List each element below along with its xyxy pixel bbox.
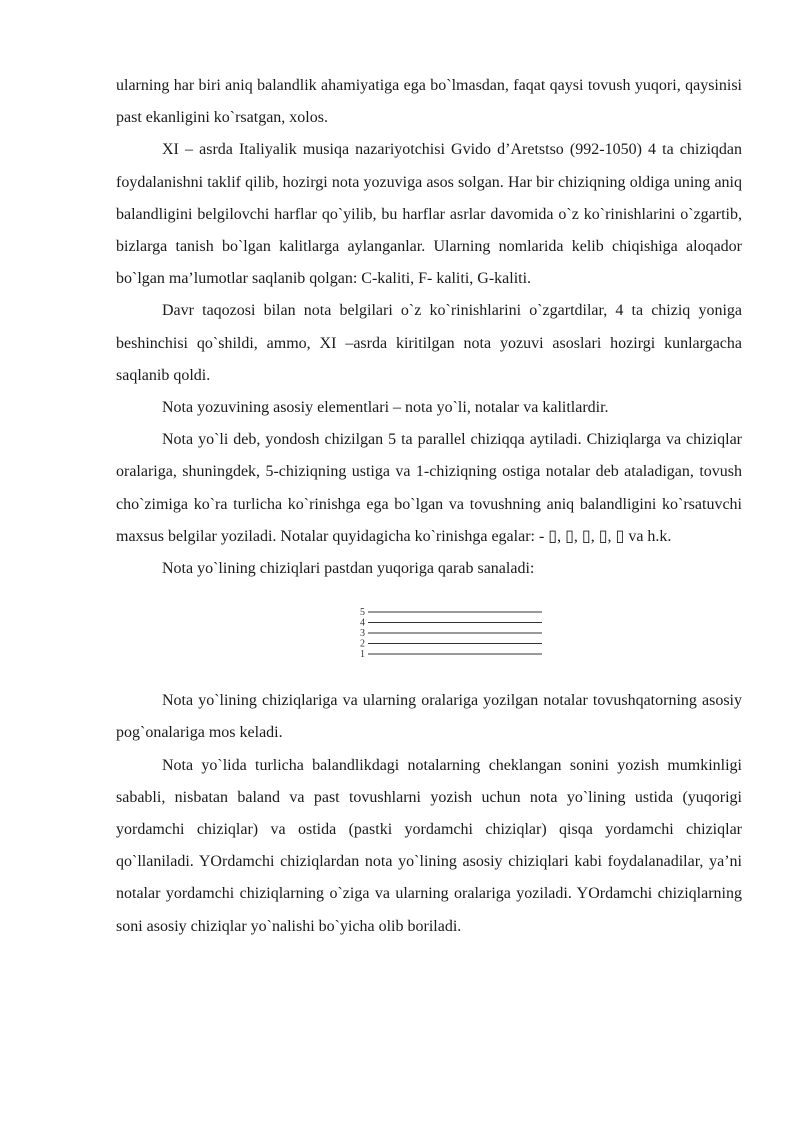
staff-line-number: 4 bbox=[360, 617, 365, 629]
document-page bbox=[116, 70, 742, 943]
staff-line-number: 2 bbox=[360, 638, 365, 650]
paragraph-1: ularning har biri aniq balandlik ahamiyatiga ega bo`lmasdan, faqat qaysi tovush yuqori, qaysinisi past ekanligini ko`rsatgan, xolos. bbox=[116, 77, 742, 127]
staff-line-number: 3 bbox=[360, 628, 365, 640]
staff-figure bbox=[116, 585, 742, 685]
staff-line-number: 1 bbox=[360, 649, 365, 661]
staff-line-number: 5 bbox=[360, 607, 365, 619]
paragraph-3: Davr taqozosi bilan nota belgilari o`z ko`rinishlarini o`zgartdilar, 4 ta chiziq yoniga beshinchisi qo`shildi, ammo, XI –asrda kiritilgan nota yozuvi asoslari hozirgi kunlargacha saqlanib qoldi. bbox=[116, 302, 742, 384]
paragraph-4: Nota yozuvining asosiy elementlari – nota yo`li, notalar va kalitlardir. bbox=[162, 399, 609, 417]
music-staff-diagram bbox=[360, 607, 550, 663]
paragraph-6: Nota yo`lining chiziqlari pastdan yuqoriga qarab sanaladi: bbox=[162, 560, 535, 578]
paragraph-2: XI – asrda Italiyalik musiqa nazariyotchisi Gvido d’Aretstso (992-1050) 4 ta chiziqdan foydalanishni taklif qilib, hozirgi nota yozuviga asos solgan. Har bir chiziqning oldiga uning aniq balandligini belgilovchi harflar qo`yilib, bu harflar asrlar davomida o`z ko`rinishlarini o`zgartib, bizlarga tanish bo`lgan kalitlarga aylanganlar. Ularning nomlarida kelib chiqishiga aloqador bo`lgan ma’lumotlar saqlanib qolgan: C-kaliti, F- kaliti, G-kaliti. bbox=[116, 141, 742, 288]
paragraph-5: Nota yo`li deb, yondosh chizilgan 5 ta parallel chiziqqa aytiladi. Chiziqlarga va chiziqlar oralariga, shuningdek, 5-chiziqning ustiga va 1-chiziqning ostiga notalar deb ataladigan, tovush cho`zimiga ko`ra turlicha ko`rinishga ega bo`lgan va tovushning aniq balandligini ko`rsatuvchi maxsus belgilar yoziladi. Notalar quyidagicha ko`rinishga egalar: - ▯, ▯, ▯, ▯, ▯ va h.k. bbox=[116, 431, 742, 545]
paragraph-7: Nota yo`lining chiziqlariga va ularning oralariga yozilgan notalar tovushqatorning asosiy pog`onalariga mos keladi. bbox=[116, 692, 742, 742]
paragraph-8: Nota yo`lida turlicha balandlikdagi notalarning cheklangan sonini yozish mumkinligi sababli, nisbatan baland va past tovushlarni yozish uchun nota yo`lining ustida (yuqorigi yordamchi chiziqlar) va ostida (pastki yordamchi chiziqlar) qisqa yordamchi chiziqlar qo`llaniladi. YOrdamchi chiziqlardan nota yo`lining asosiy chiziqlari kabi foydalanadilar, ya’ni notalar yordamchi chiziqlarning o`ziga va ularning oralariga yoziladi. YOrdamchi chiziqlarning soni asosiy chiziqlar yo`nalishi bo`yicha olib boriladi. bbox=[116, 756, 742, 935]
